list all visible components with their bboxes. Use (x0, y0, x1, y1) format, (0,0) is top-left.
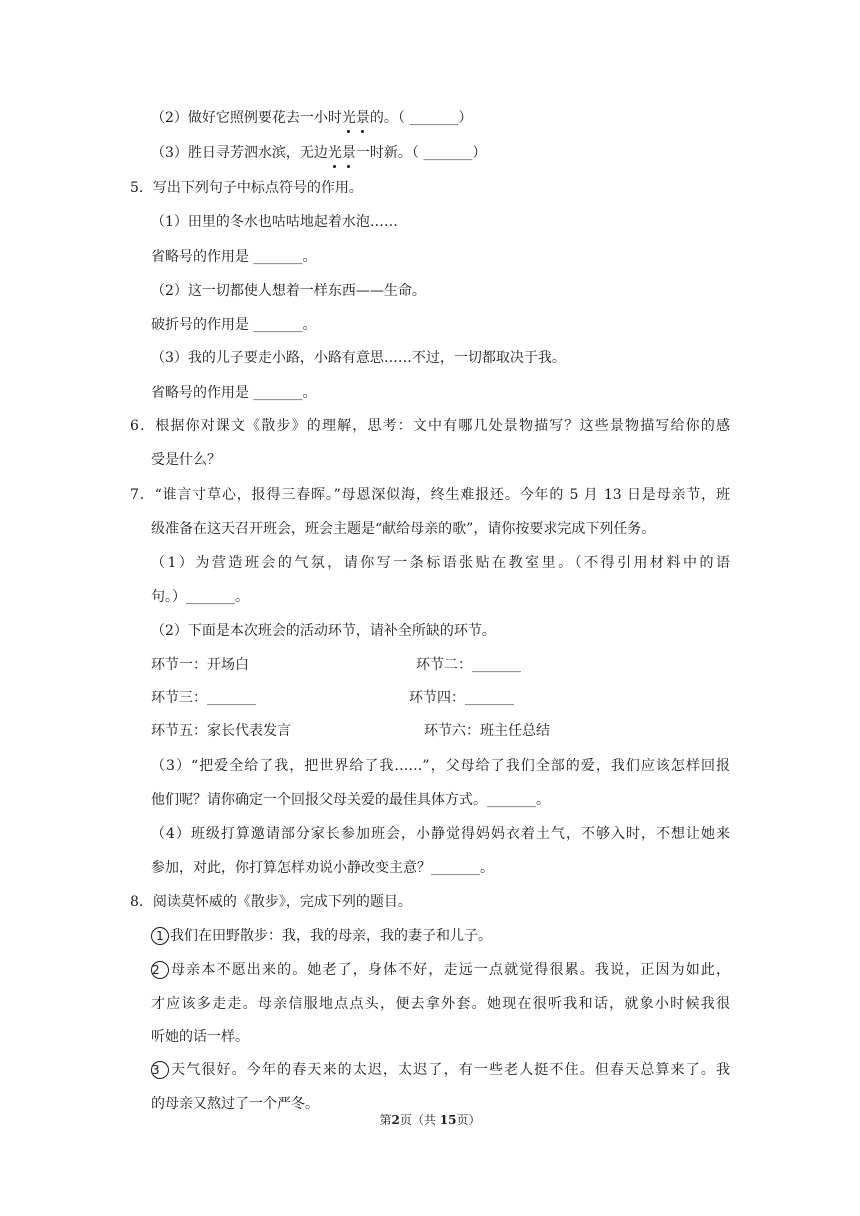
q8-paragraph-3-line-2: 的母亲又熬过了一个严冬。 (151, 1096, 319, 1112)
paragraph-number-1: 1 (151, 927, 169, 945)
q7-part-4-line-2: 参加，对此，你打算怎样劝说小静改变主意？_______。 (151, 860, 494, 876)
q8-paragraph-2-line-3: 听她的话一样。 (151, 1029, 249, 1045)
q6-line-1: 6．根据你对课文《散步》的理解，思考：文中有哪几处景物描写？这些景物描写给你的感 (130, 418, 730, 434)
footer-middle: 页（共 (399, 1113, 440, 1127)
q7-line-1: 7．“谁言寸草心，报得三春晖。”母恩深似海，终生难报还。今年的 5 月 13 日是母亲节，班 (130, 487, 730, 503)
q7-step-1: 环节一：开场白 (151, 657, 249, 673)
footer-suffix: 页） (456, 1113, 481, 1127)
q7-step-5: 环节五：家长代表发言 (151, 723, 291, 739)
q8-paragraph-2-line-2: 才应该多走走。母亲信服地点点头，便去拿外套。她现在很听我和话，就象小时候我很 (151, 996, 730, 1012)
emphasis-char: 景 (355, 110, 370, 126)
paragraph-2-text: 母亲本不愿出来的。她老了，身体不好，走远一点就觉得很累。我说，正因为如此， (170, 962, 730, 978)
paragraph-number-2: 2 (151, 961, 169, 979)
q4-item-3-text: （3）胜日寻芳泗水滨，无边 (151, 145, 328, 161)
q7-line-2: 级准备在这天召开班会，班会主题是“献给母亲的歌”，请你按要求完成下列任务。 (151, 521, 656, 537)
q8-paragraph-3-line-1 (151, 1060, 730, 1080)
q5-answer-3: 省略号的作用是 _______。 (151, 385, 317, 401)
q8-paragraph-1 (151, 926, 492, 946)
q7-part-1-line-1: （1）为营造班会的气氛，请你写一条标语张贴在教室里。（不得引用材料中的语 (151, 555, 730, 571)
paragraph-number-3: 3 (151, 1061, 169, 1079)
q4-item-2-text: （2）做好它照例要花去一小时 (151, 110, 342, 126)
footer-page-number: 2 (391, 1113, 400, 1127)
q5-sentence-1: （1）田里的冬水也咕咕地起着水泡…… (151, 214, 398, 230)
q7-step-4: 环节四：_______ (409, 690, 514, 706)
q5-answer-1: 省略号的作用是 _______。 (151, 249, 317, 265)
q7-step-3: 环节三：_______ (151, 690, 256, 706)
q5-stem: 5．写出下列句子中标点符号的作用。 (130, 180, 363, 196)
paragraph-3-text: 天气很好。今年的春天来的太迟，太迟了，有一些老人挺不住。但春天总算来了。我 (170, 1062, 730, 1078)
q8-stem: 8．阅读莫怀威的《散步》，完成下列的题目。 (130, 894, 412, 910)
q4-item-2-blank: 的。（ _______） (369, 110, 473, 126)
footer-prefix: 第 (379, 1113, 392, 1127)
emphasis-char: 光 (341, 110, 356, 126)
q4-item-2 (151, 108, 472, 128)
q5-sentence-3: （3）我的儿子要走小路，小路有意思……不过，一切都取决于我。 (151, 350, 566, 366)
q7-part-3-line-1: （3）“把爱全给了我，把世界给了我……”，父母给了我们全部的爱，我们应该怎样回报 (151, 758, 730, 774)
footer-total-pages: 15 (439, 1113, 457, 1127)
emphasis-char: 景 (341, 145, 356, 161)
q4-item-3-blank: 一时新。（ _______） (355, 145, 487, 161)
q7-part-1-line-2: 句。）_______。 (151, 589, 249, 605)
q7-step-6: 环节六：班主任总结 (424, 723, 550, 739)
page-footer (0, 1110, 860, 1130)
q7-part-4-line-1: （4）班级打算邀请部分家长参加班会，小静觉得妈妈衣着土气，不够入时，不想让她来 (151, 826, 730, 842)
q6-line-2: 受是什么？ (151, 452, 221, 468)
q7-part-3-line-2: 他们呢？请你确定一个回报父母关爱的最佳具体方式。_______。 (151, 792, 550, 808)
emphasis-char: 光 (327, 145, 342, 161)
paragraph-1-text: 我们在田野散步：我，我的母亲，我的妻子和儿子。 (170, 928, 492, 944)
q7-step-2: 环节二：_______ (416, 657, 521, 673)
q4-item-3 (151, 143, 486, 163)
q5-answer-2: 破折号的作用是 _______。 (151, 317, 317, 333)
q5-sentence-2: （2）这一切都使人想着一样东西——生命。 (151, 283, 426, 299)
q7-part-2: （2）下面是本次班会的活动环节，请补全所缺的环节。 (151, 623, 496, 639)
q8-paragraph-2-line-1 (151, 960, 730, 980)
